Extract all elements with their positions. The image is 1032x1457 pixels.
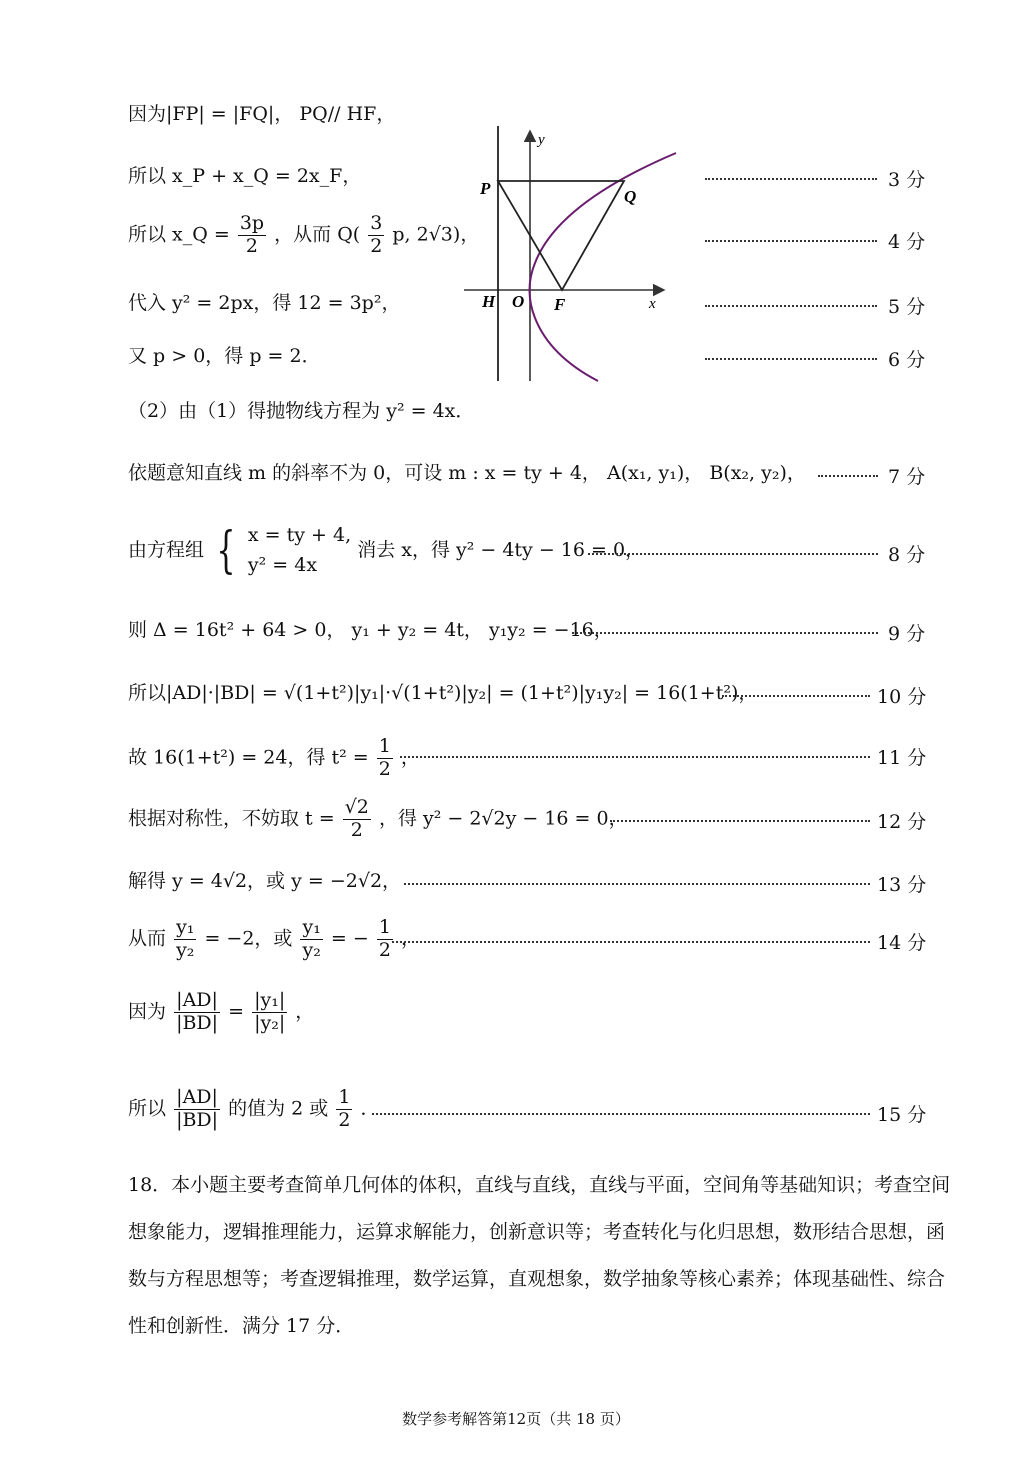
parabola-curve bbox=[530, 153, 677, 381]
text: = bbox=[228, 1000, 245, 1023]
label-Q: Q bbox=[624, 187, 637, 206]
score-label: 14 分 bbox=[877, 932, 927, 954]
text: 由方程组 bbox=[128, 538, 205, 561]
numerator: |AD| bbox=[174, 990, 220, 1013]
numerator: 1 bbox=[378, 916, 391, 938]
leader-dots bbox=[372, 1113, 870, 1115]
score-label: 7 分 bbox=[888, 466, 926, 488]
leader-dots bbox=[705, 358, 877, 360]
leader-dots bbox=[588, 553, 878, 555]
fraction bbox=[252, 990, 287, 1035]
denominator: 2 bbox=[378, 938, 391, 961]
numerator: 3p bbox=[239, 212, 265, 234]
text: 的值为 2 或 bbox=[228, 1097, 329, 1120]
leader-dots bbox=[818, 475, 878, 477]
numerator: √2 bbox=[344, 796, 369, 818]
label-x: x bbox=[649, 296, 656, 312]
text: 消去 x，得 y² − 4ty − 16 = 0， bbox=[357, 538, 645, 561]
fraction bbox=[377, 917, 393, 962]
denominator: 2 bbox=[338, 1108, 351, 1131]
label-F: F bbox=[554, 295, 566, 314]
leader-dots bbox=[705, 178, 877, 180]
fraction bbox=[300, 917, 322, 962]
fraction bbox=[174, 1087, 220, 1132]
leader-dots bbox=[572, 632, 878, 634]
fraction bbox=[336, 1087, 352, 1132]
numerator: |AD| bbox=[174, 1087, 220, 1110]
leader-dots bbox=[705, 305, 877, 307]
solution-line-4: 代入 y² = 2px，得 12 = 3p²， bbox=[128, 292, 401, 314]
score-label: 5 分 bbox=[888, 296, 926, 318]
numerator: y₁ bbox=[176, 916, 195, 938]
denominator: 2 bbox=[370, 234, 383, 257]
solution-line-7: 依题意知直线 m 的斜率不为 0，可设 m : x = ty + 4， A(x₁, y₁)， B(x₂, y₂)， bbox=[128, 462, 806, 484]
score-label: 3 分 bbox=[888, 169, 926, 191]
leader-dots bbox=[400, 756, 870, 758]
leader-dots bbox=[392, 941, 870, 943]
label-O: O bbox=[512, 292, 525, 311]
numerator: y₁ bbox=[302, 916, 321, 938]
denominator: y₂ bbox=[302, 938, 321, 961]
numerator: 3 bbox=[370, 212, 383, 234]
leader-dots bbox=[722, 695, 870, 697]
score-label: 11 分 bbox=[877, 747, 927, 769]
text: 所以 x_Q = bbox=[128, 223, 230, 246]
text: = − bbox=[330, 927, 369, 950]
text: 所以 bbox=[128, 1097, 167, 1120]
text: ，得 y² − 2√2y − 16 = 0， bbox=[378, 807, 628, 830]
text: ，从而 Q( bbox=[274, 223, 361, 246]
text: p, 2√3)， bbox=[392, 223, 480, 246]
denominator: |BD| bbox=[176, 1011, 219, 1034]
score-label: 10 分 bbox=[877, 686, 927, 708]
denominator: 2 bbox=[350, 818, 363, 841]
page-footer: 数学参考解答第12页（共 18 页） bbox=[402, 1410, 630, 1428]
score-label: 9 分 bbox=[888, 623, 926, 645]
solution-line-3 bbox=[128, 213, 479, 258]
text: 故 16(1+t²) = 24，得 t² = bbox=[128, 746, 369, 769]
text: ， bbox=[400, 746, 420, 769]
solution-line-1: 因为|FP| = |FQ|， PQ// HF， bbox=[128, 103, 396, 125]
denominator: |BD| bbox=[176, 1108, 219, 1131]
solution-line-15 bbox=[128, 990, 314, 1035]
denominator: |y₂| bbox=[254, 1011, 286, 1034]
score-label: 4 分 bbox=[888, 231, 926, 253]
text: ． bbox=[360, 1097, 380, 1120]
triangle-PQF bbox=[498, 181, 624, 290]
fraction bbox=[377, 736, 393, 781]
solution-line-11 bbox=[128, 736, 420, 781]
solution-line-8 bbox=[128, 520, 644, 581]
equation: x = ty + 4, bbox=[247, 524, 352, 546]
solution-line-16 bbox=[128, 1087, 379, 1132]
text: ， bbox=[400, 927, 420, 950]
text: ， bbox=[295, 1000, 315, 1023]
label-y: y bbox=[538, 132, 545, 148]
numerator: 1 bbox=[378, 735, 391, 757]
solution-line-6: （2）由（1）得抛物线方程为 y² = 4x． bbox=[128, 400, 475, 422]
leader-dots bbox=[610, 820, 870, 822]
solution-line-5: 又 p > 0，得 p = 2． bbox=[128, 345, 321, 367]
parabola-figure bbox=[458, 118, 688, 383]
text: 从而 bbox=[128, 927, 167, 950]
solution-line-13: 解得 y = 4√2，或 y = −2√2， bbox=[128, 870, 402, 892]
score-label: 6 分 bbox=[888, 349, 926, 371]
score-label: 15 分 bbox=[877, 1104, 927, 1126]
equation: y² = 4x bbox=[247, 554, 318, 577]
score-label: 13 分 bbox=[877, 874, 927, 896]
fraction bbox=[174, 990, 220, 1035]
label-H: H bbox=[482, 292, 496, 311]
equation-system bbox=[248, 520, 351, 581]
text: 因为 bbox=[128, 1000, 167, 1023]
numerator: |y₁| bbox=[254, 989, 286, 1011]
fraction bbox=[238, 213, 266, 258]
solution-line-9: 则 Δ = 16t² + 64 > 0， y₁ + y₂ = 4t， y₁y₂ = −16， bbox=[128, 619, 613, 641]
denominator: 2 bbox=[245, 234, 259, 257]
leader-dots bbox=[404, 883, 870, 885]
solution-line-14 bbox=[128, 917, 420, 962]
text: = −2，或 bbox=[204, 927, 293, 950]
denominator: 2 bbox=[378, 757, 391, 780]
numerator: 1 bbox=[338, 1086, 351, 1108]
brace: { bbox=[216, 521, 236, 580]
solution-line-12 bbox=[128, 797, 628, 842]
fraction bbox=[368, 213, 384, 258]
label-P: P bbox=[480, 179, 491, 198]
solution-line-10: 所以|AD|·|BD| = √(1+t²)|y₁|·√(1+t²)|y₂| = (1+t²)|y₁y₂| = 16(1+t²)， bbox=[128, 682, 758, 704]
fraction bbox=[174, 917, 196, 962]
leader-dots bbox=[705, 240, 877, 242]
denominator: y₂ bbox=[176, 938, 195, 961]
score-label: 12 分 bbox=[877, 811, 927, 833]
score-label: 8 分 bbox=[888, 544, 926, 566]
text: 根据对称性，不妨取 t = bbox=[128, 807, 335, 830]
solution-line-2: 所以 x_P + x_Q = 2x_F， bbox=[128, 165, 362, 187]
fraction bbox=[343, 797, 371, 842]
section-18-paragraph: 18．本小题主要考查简单几何体的体积，直线与直线，直线与平面，空间角等基础知识；考查空间想象能力，逻辑推理能力，运算求解能力，创新意识等；考查转化与化归思想，数形结合思想，函数与方程思想等；考查逻辑推理，数学运算，直观想象，数学抽象等核心素养；体现基础性、综合性和创新性．满分 17 分． bbox=[128, 1174, 951, 1337]
